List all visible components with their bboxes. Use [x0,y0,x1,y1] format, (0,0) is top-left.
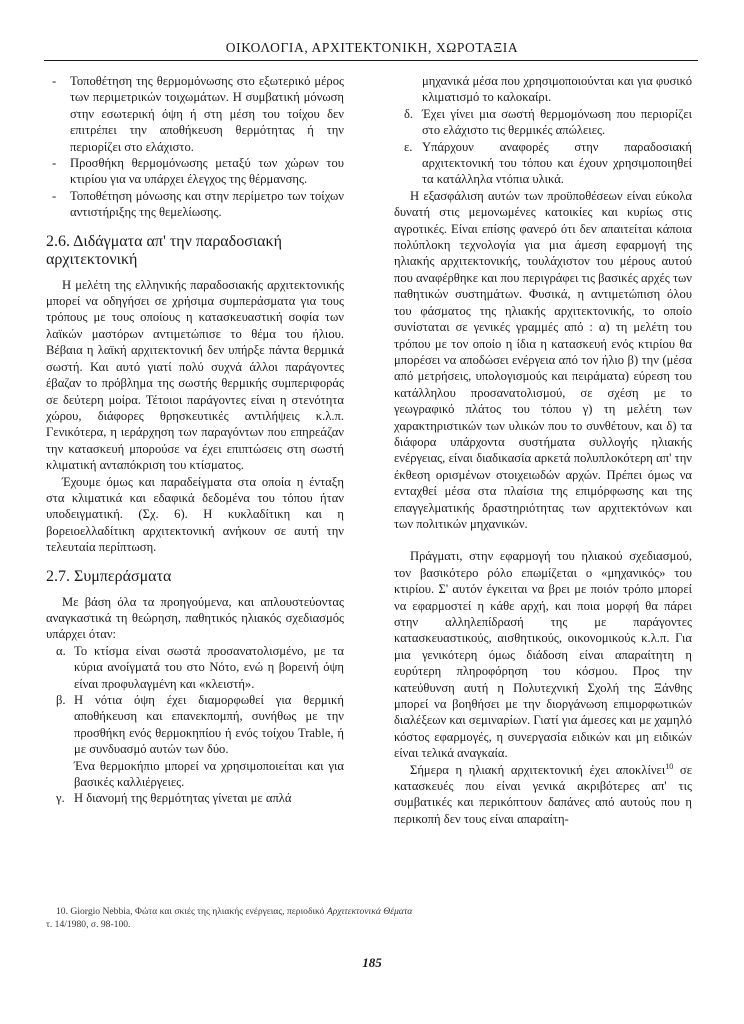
list-text: Η διανομή της θερμότητας γίνεται με απλά [74,791,292,806]
list-item [404,139,692,188]
footnote-number: 10. [56,906,68,917]
list-item [404,73,692,106]
list-item: - Τοποθέτηση της θερμομόνωσης στο εξωτερικό μέρος των περιμετρικών τοιχωμάτων. Η συμβατική μόνωση στην εσωτερική όψη ή στη μέση του τοίχου δεν επιτρέπει την αποθήκευση θερμότητας ή την περιορίζει στο ελάχιστο. [52,73,344,155]
footnote-text-rest: τ. 14/1980, σ. 98-100. [46,919,131,930]
list-text: Η νότια όψη έχει διαμορφωθεί για θερμική αποθήκευση και επανεκπομπή, συνήθως με την προσθήκη ενός θερμοκηπίου ή ενός τοίχου Trable, ή με συνδυασμό αυτών των δύο. [74,693,344,757]
footnote-journal: Αρχιτεκτονικά Θέματα [326,906,413,917]
conditions-list [46,643,344,807]
list-text: μηχανικά μέσα που χρησιμοποιούνται και για φυσικό κλιματισμό το καλοκαίρι. [422,74,692,105]
paragraph: Με βάση όλα τα προηγούμενα, και απλουστεύοντας αναγκαστικά τη θεώρηση, παθητικός ηλιακός σχεδιασμός υπάρχει όταν: [46,594,344,642]
paragraph: Πράγματι, στην εφαρμογή του ηλιακού σχεδιασμού, τον βασικότερο ρόλο επωμίζεται ο «μηχανικός» του κτιρίου. Σ' αυτόν έγκειται να βρει με ποιόν τρόπο μπορεί να εφαρμοστεί η κάθε αρχή, και ποια μορφή θα πάρει στην αλληλεπίδρασή της με παράγοντες κατασκευαστικούς, αισθητικούς, οικονομικούς κ.λ.π. Για μια γενικότερη όμως διάδοση είναι απαραίτητη η ευρύτερη πληροφόρηση του κόσμου. Προς την κατεύθυνση αυτή η Πολυτεχνική Σχολή της Ξάνθης μπορεί να βοηθήσει με την διοργάνωση επιμορφωτικών διαλέξεων και σεμιναρίων. Γιατί για άμεσες και με χαμηλό κόστος εφαρμογές, η συνεργασία ειδικών και μη ειδικών είναι τελικά αναγκαία. [394,549,692,761]
footnote [46,905,646,931]
list-marker: β. [56,693,66,707]
footnote-reference: 10 [665,761,674,771]
header-rule [44,60,698,61]
list-item: - Τοποθέτηση μόνωσης και στην περίμετρο των τοίχων αντιστήριξης της θεμελίωσης. [52,188,344,221]
running-title: ΟΙΚΟΛΟΓΙΑ, ΑΡΧΙΤΕΚΤΟΝΙΚΗ, ΧΩΡΟΤΑΞΙΑ [225,40,519,55]
list-item [56,790,344,806]
list-item: - Προσθήκη θερμομόνωσης μεταξύ των χώρων του κτιρίου για να υπάρχει έλεγχος της θέρμανσης. [52,155,344,188]
list-text: Έχει γίνει μια σωστή θερμομόνωση που περιορίζει στο ελάχιστο τις θερμικές απώλειες. [422,106,692,138]
list-item [56,692,344,790]
list-text: Το κτίσμα είναι σωστά προσανατολισμένο, με τα κύρια ανοίγματά του στο Νότο, ενώ η βορεινή όψη είναι προφυλαγμένη και «κλειστή». [74,643,344,691]
list-text: Υπάρχουν αναφορές στην παραδοσιακή αρχιτεκτονική του τόπου και έχουν χρησιμοποιηθεί τα κατάλληλα ντόπια υλικά. [422,139,692,187]
page-number: 185 [362,955,382,970]
paragraph-text: σε κατασκευές που είναι γενικά ακριβότερες απ' τις συμβατικές και περικόπτουν δαπάνες από αυτούς που η περικοπή δεν τους είναι απαραίτη- [394,762,692,826]
list-item [404,106,692,139]
paragraph: Η εξασφάλιση αυτών των προϋποθέσεων είναι εύκολα δυνατή στις μεμονωμένες κατοικίες και κυρίως στις αγροτικές. Είναι επίσης φανερό ότι δεν απαιτείται κάποια πολύπλοκη τεχνολογία για μια άμεση εφαρμογή της ηλιακής αρχιτεκτονικής, τουλάχιστον του μέρους αυτού που αναφέρθηκε και που περιγράφει τις βασικές αρχές των παθητικών συστημάτων. Φυσικά, η αντιμετώπιση όλου του φάσματος της ηλιακής αρχιτεκτονικής, το οποίο συνίσταται σε γενικές γραμμές από : α) τη μελέτη του τρόπου με τον οποίο η ίδια η κατασκευή ενός κτιρίου θα μπορέσει να αποδώσει ενέργεια από τον ήλιο β) την (μέσα από μετρήσεις, υπολογισμούς και πειράματα) εύρεση του κατάλληλου προσανατολισμού, σε σχέση με το γεωγραφικό πλάτος του τόπου γ) τη μελέτη των χαρακτηριστικών των υλικών που το συνθέτουν, και δ) τα διάφορα υπάρχοντα συστήματα συλλογής ηλιακής ενέργειας, είναι διαδικασία αρκετά πολυπλοκότερη απ' την έκθεση ορισμένων στοιχειωδών αρχών. Πρέπει όμως να ενταχθεί μέσα στα πλαίσια της επιμόρφωσης και της επαγγελματικής δραστηριότητας των αρχιτεκτόνων και των πολιτικών μηχανικών. [394,188,692,531]
paragraph: Η μελέτη της ελληνικής παραδοσιακής αρχιτεκτονικής μπορεί να οδηγήσει σε χρήσιμα συμπεράσματα για τους τρόπους με τους οποίους η κατασκευαστική σοφία των λαϊκών μαστόρων αντιμετώπισε το θέμα του ήλιου. Βέβαια η λαϊκή αρχιτεκτονική δεν υπήρξε πάντα θερμικά σωστή. Και αυτό γιατί πολύ συχνά άλλοι παράγοντες έβαζαν το πρόβλημα της σωστής θερμικής συμπεριφοράς σε δεύτερη μοίρα. Τέτοιοι παράγοντες είναι η στενότητα χώρου, διάφορες θρησκευτικές αντιλήψεις κ.λ.π. Γενικότερα, η ιεράρχηση των παραγόντων που επηρεάζαν την κατασκευή μπορούσε να έχει επιπτώσεις στη σωστή κλιματική ανταπόκριση του κτίσματος. [46,277,344,473]
section-heading-2-6: 2.6. Διδάγματα απ' την παραδοσιακή αρχιτεκτονική [46,232,282,268]
left-column [46,73,344,807]
paragraph-text: Σήμερα η ηλιακή αρχιτεκτονική έχει αποκλίνει [410,762,666,777]
list-marker: α. [56,643,66,658]
list-item [56,643,344,692]
list-marker: δ. [404,106,414,121]
conditions-list-continued [394,73,692,188]
right-column [394,73,692,827]
list-text-continuation: Ένα θερμοκήπιο μπορεί να χρησιμοποιείται και για βασικές καλλιέργειες. [74,758,344,790]
paragraph: Έχουμε όμως και παραδείγματα στα οποία η ένταξη στα κλιματικά και εδαφικά δεδομένα του τόπου ήταν υποδειγματική. (Σχ. 6). Η κυκλαδίτικη και η βορειοελλαδίτικη αρχιτεκτονική ανήκουν σε αυτή την τελευταία περίπτωση. [46,474,344,555]
paragraph [394,762,692,828]
footnote-text: Giorgio Nebbia, Φώτα και σκιές της ηλιακής ενέργειας, περιοδικό [70,906,325,917]
list-marker: γ. [56,791,65,806]
list-marker: ε. [404,139,413,154]
section-heading-2-7: 2.7. Συμπεράσματα [46,567,172,585]
dash-list [46,73,344,221]
